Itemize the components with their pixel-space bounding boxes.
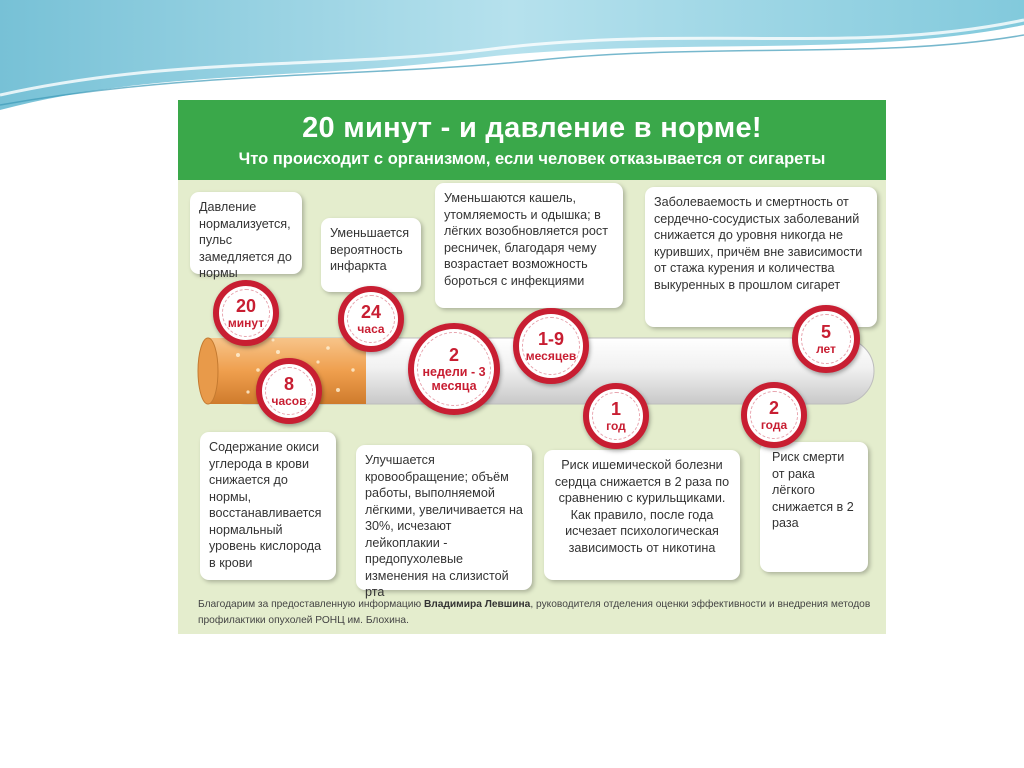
milestone-badge-number: 5 (820, 321, 831, 342)
milestone-1-description: Содержание окиси углерода в крови снижается до нормы, восстанавливается нормальный уровень кислорода в крови (200, 432, 336, 580)
milestone-badge-unit: недели - 3 месяца (422, 364, 486, 393)
milestone-2-description: Уменьшается вероятность инфаркта (321, 218, 421, 292)
milestone-badge-1-year (583, 383, 649, 449)
milestone-badge-number: 8 (283, 373, 294, 394)
milestone-badge-number: 24 (360, 301, 382, 322)
milestone-5-description: Риск ишемической болезни сердца снижается в 2 раза по сравнению с курильщиками. Как правило, после года исчезает психологическая зависимость от никотина (544, 450, 740, 580)
milestone-badge-2-years (741, 382, 807, 448)
milestone-badge-unit: года (760, 417, 788, 432)
milestone-6-description: Риск смерти от рака лёгкого снижается в 2 раза (760, 442, 868, 572)
milestone-badge-unit: месяцев (525, 348, 577, 363)
infographic-title: 20 минут - и давление в норме! (302, 112, 762, 144)
infographic-subtitle: Что происходит с организмом, если человек отказывается от сигареты (238, 150, 826, 168)
milestone-badge-unit: минут (227, 315, 265, 330)
credits-footer (198, 597, 878, 629)
milestone-7-description: Заболеваемость и смертность от сердечно-сосудистых заболеваний снижается до уровня никогда не куривших, причём вне зависимости от стажа курения и количества выкуренных в прошлом сигарет (645, 187, 877, 327)
quit-smoking-infographic (178, 100, 886, 634)
milestone-badge-20-minutes (213, 280, 279, 346)
milestone-3-description: Улучшается кровообращение; объём работы, выполняемой лёгкими, увеличивается на 30%, исчезают лейкоплакии - предопухолевые изменения на слизистой рта (356, 445, 532, 590)
milestone-badge-8-hours (256, 358, 322, 424)
credits-name: Владимира Левшина (423, 599, 531, 610)
milestone-0-description: Давление нормализуется, пульс замедляется до нормы (190, 192, 302, 274)
milestone-badge-unit: часов (271, 393, 307, 408)
milestone-badge-number: 1-9 (537, 328, 564, 349)
milestone-badge-number: 1 (610, 398, 621, 419)
milestone-badge-1-9-months (513, 308, 589, 384)
credits-prefix: Благодарим за предоставленную информацию (198, 599, 422, 610)
milestone-badge-unit: лет (816, 341, 836, 356)
milestone-badge-2-weeks-3-months (408, 323, 500, 415)
milestone-badge-24-hours (338, 286, 404, 352)
decorative-wave-banner (0, 0, 1024, 110)
milestone-badge-number: 2 (448, 344, 459, 365)
milestone-badge-number: 2 (768, 397, 779, 418)
milestone-badge-unit: год (606, 418, 626, 433)
milestone-badge-unit: часа (357, 321, 385, 336)
milestone-badge-number: 20 (235, 295, 257, 316)
credits-suffix: , руководителя отделения оценки эффективности и внедрения методов профилактики опухолей РОНЦ им. Блохина. (198, 599, 871, 626)
milestone-badge-5-years (792, 305, 860, 373)
milestone-4-description: Уменьшаются кашель, утомляемость и одышка; в лёгких возобновляется рост ресничек, благодаря чему возрастает возможность бороться с инфекциями (435, 183, 623, 308)
